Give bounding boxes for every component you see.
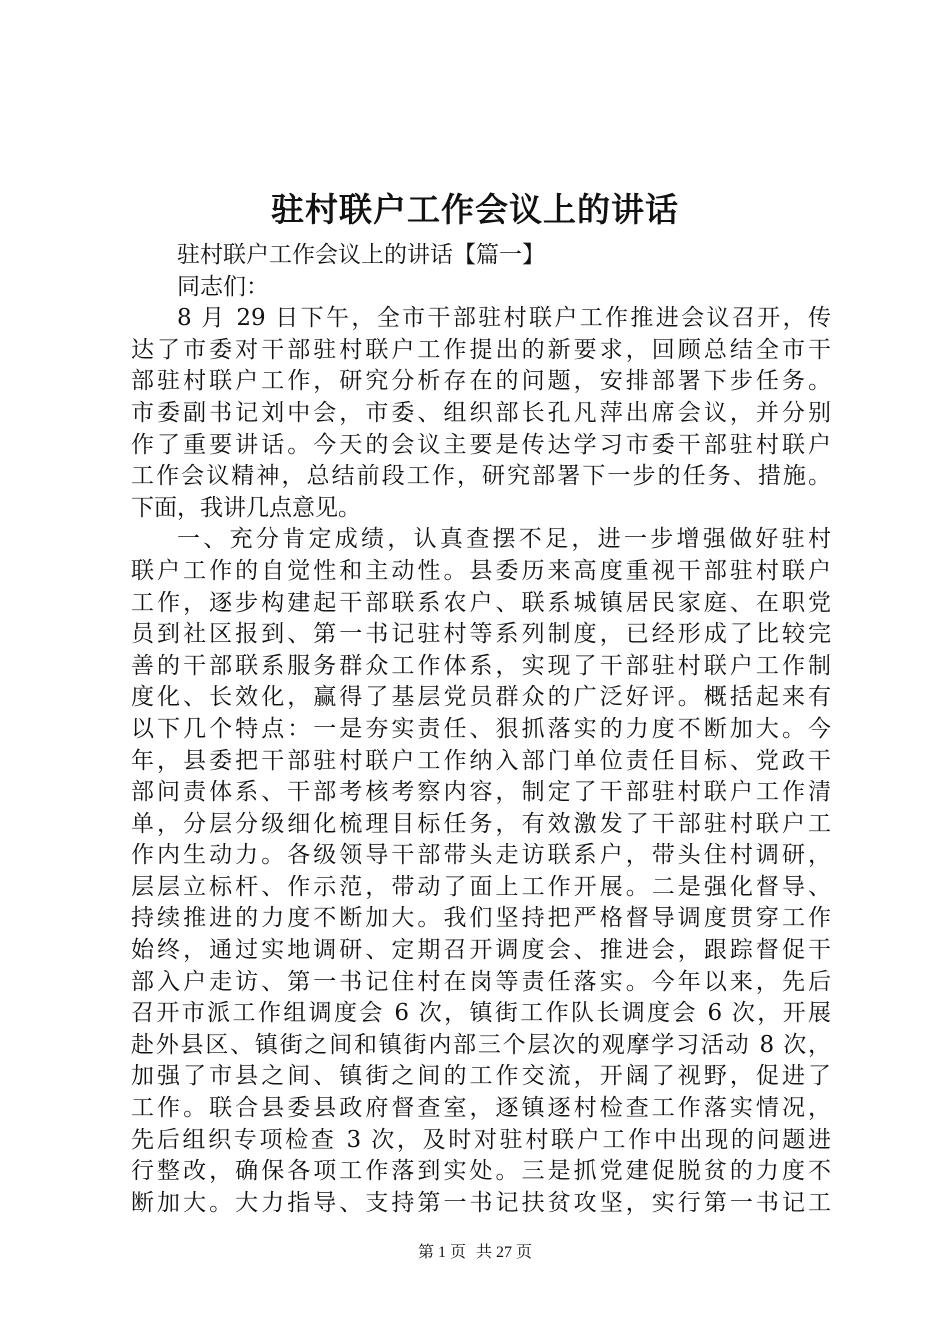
- paragraph-line: 始终，通过实地调研、定期召开调度会、推进会，跟踪督促干: [131, 937, 831, 964]
- paragraph-line: 部驻村联户工作，研究分析存在的问题，安排部署下步任务。: [131, 368, 831, 395]
- paragraph-line: 部问责体系、干部考核考察内容，制定了干部驻村联户工作清: [131, 779, 831, 806]
- paragraph-line: 工作。联合县委县政府督查室，逐镇逐村检查工作落实情况，: [131, 1095, 831, 1122]
- page-number: 第 1 页: [417, 1244, 466, 1261]
- paragraph-line: 度化、长效化，赢得了基层党员群众的广泛好评。概括起来有: [131, 684, 831, 711]
- paragraph-line: 赴外县区、镇街之间和镇街内部三个层次的观摩学习活动 8 次，: [131, 1031, 831, 1058]
- paragraph-line: 先后组织专项检查 3 次，及时对驻村联户工作中出现的问题进: [131, 1126, 831, 1153]
- paragraph-line: 断加大。大力指导、支持第一书记扶贫攻坚，实行第一书记工: [131, 1189, 831, 1216]
- paragraph-line: 下面，我讲几点意见。: [131, 494, 361, 521]
- paragraph-line: 联户工作的自觉性和主动性。县委历来高度重视干部驻村联户: [131, 557, 831, 584]
- page-footer: [0, 1242, 950, 1264]
- paragraph-line: 单，分层分级细化梳理目标任务，有效激发了干部驻村联户工: [131, 810, 831, 837]
- paragraph-line: 善的干部联系服务群众工作体系，实现了干部驻村联户工作制: [131, 652, 831, 679]
- paragraph-line: 工作会议精神，总结前段工作，研究部署下一步的任务、措施。: [131, 463, 831, 490]
- paragraph-line: 员到社区报到、第一书记驻村等系列制度，已经形成了比较完: [131, 621, 831, 648]
- paragraph-line: 年，县委把干部驻村联户工作纳入部门单位责任目标、党政干: [131, 747, 831, 774]
- paragraph-line: 持续推进的力度不断加大。我们坚持把严格督导调度贯穿工作: [131, 905, 831, 932]
- paragraph-line: 加强了市县之间、镇街之间的工作交流，开阔了视野，促进了: [131, 1063, 831, 1090]
- paragraph-line: 行整改，确保各项工作落到实处。三是抓党建促脱贫的力度不: [131, 1158, 831, 1185]
- paragraph-line: 层层立标杆、作示范，带动了面上工作开展。二是强化督导、: [131, 873, 831, 900]
- paragraph-line: 市委副书记刘中会，市委、组织部长孔凡萍出席会议，并分别: [131, 399, 831, 426]
- paragraph-line: 召开市派工作组调度会 6 次，镇街工作队长调度会 6 次，开展: [131, 1000, 831, 1027]
- paragraph-line: 工作，逐步构建起干部联系农户、联系城镇居民家庭、在职党: [131, 589, 831, 616]
- paragraph-line: 8 月 29 日下午，全市干部驻村联户工作推进会议召开，传: [177, 305, 831, 332]
- salutation: 同志们：: [177, 273, 269, 300]
- page-total: 共 27 页: [476, 1244, 533, 1261]
- paragraph-line: 达了市委对干部驻村联户工作提出的新要求，回顾总结全市干: [131, 336, 831, 363]
- document-title: 驻村联户工作会议上的讲话: [271, 190, 679, 229]
- document-body: [131, 240, 831, 1219]
- paragraph-line: 作了重要讲话。今天的会议主要是传达学习市委干部驻村联户: [131, 431, 831, 458]
- paragraph-line: 作内生动力。各级领导干部带头走访联系户，带头住村调研，: [131, 842, 831, 869]
- paragraph-line: 以下几个特点：一是夯实责任、狠抓落实的力度不断加大。今: [131, 715, 831, 742]
- section-heading: 驻村联户工作会议上的讲话【篇一】: [177, 242, 545, 268]
- paragraph-line: 一、充分肯定成绩，认真查摆不足，进一步增强做好驻村: [177, 526, 831, 553]
- paragraph-line: 部入户走访、第一书记住村在岗等责任落实。今年以来，先后: [131, 968, 831, 995]
